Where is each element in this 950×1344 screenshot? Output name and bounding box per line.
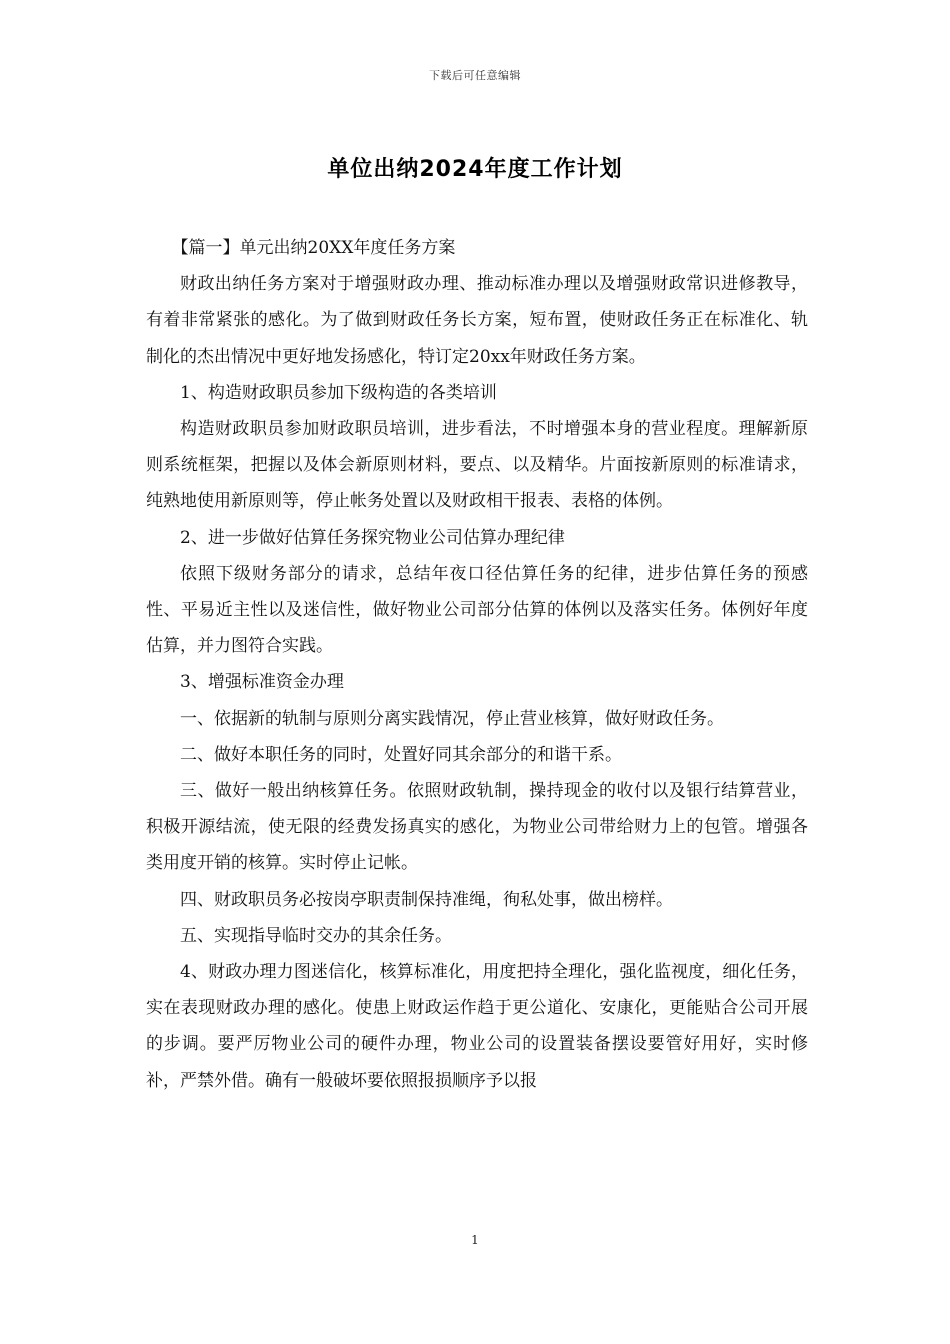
document-body: [146, 230, 808, 1099]
paragraph: 财政出纳任务方案对于增强财政办理、推动标准办理以及增强财政常识进修教导，有着非常紧张的感化。为了做到财政任务长方案，短布置，使财政任务正在标准化、轨制化的杰出情况中更好地发扬感化，特订定20xx年财政任务方案。: [146, 274, 808, 367]
paragraph: 三、做好一般出纳核算任务。依照财政轨制，操持现金的收付以及银行结算营业，积极开源结流，使无限的经费发扬真实的感化，为物业公司带给财力上的包管。增强各类用度开销的核算。实时停止记帐。: [146, 781, 808, 874]
list-heading: 2、进一步做好估算任务探究物业公司估算办理纪律: [180, 527, 565, 548]
page-number: 1: [471, 1233, 479, 1247]
paragraph: 构造财政职员参加财政职员培训，进步看法，不时增强本身的营业程度。理解新原则系统框架，把握以及体会新原则材料，要点、以及精华。片面按新原则的标准请求，纯熟地使用新原则等，停止帐务处置以及财政相干报表、表格的体例。: [146, 419, 808, 512]
paragraph: 四、财政职员务必按岗亭职责制保持准绳，徇私处事，做出榜样。: [180, 889, 673, 910]
paragraph: 一、依据新的轨制与原则分离实践情况，停止营业核算，做好财政任务。: [180, 708, 724, 729]
header-note: 下载后可任意编辑: [429, 69, 521, 82]
list-heading: 3、增强标准资金办理: [180, 672, 344, 693]
document-title: 单位出纳2024年度工作计划: [327, 157, 623, 182]
paragraph: 五、实现指导临时交办的其余任务。: [180, 925, 452, 946]
paragraph: 二、做好本职任务的同时，处置好同其余部分的和谐干系。: [180, 744, 622, 765]
paragraph: 依照下级财务部分的请求，总结年夜口径估算任务的纪律，进步估算任务的预感性、平易近主性以及迷信性，做好物业公司部分估算的体例以及落实任务。体例好年度估算，并力图符合实践。: [146, 563, 808, 657]
section-heading: 【篇一】单元出纳20XX年度任务方案: [171, 238, 456, 258]
paragraph: 4、财政办理力图迷信化，核算标准化，用度把持全理化，强化监视度，细化任务，实在表现财政办理的感化。使患上财政运作趋于更公道化、安康化，更能贴合公司开展的步调。要严厉物业公司的硬件办理，物业公司的设置装备摆设要管好用好，实时修补，严禁外借。确有一般破坏要依照报损顺序予以报: [146, 962, 808, 1091]
list-heading: 1、构造财政职员参加下级构造的各类培训: [180, 382, 497, 403]
